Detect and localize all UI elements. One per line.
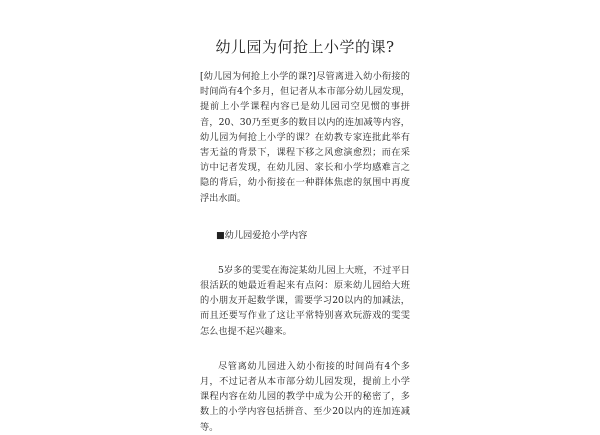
- intro-paragraph: [幼儿园为何抢上小学的课?]尽管离进入幼小衔接的时间尚有4个多月，但记者从本市部分幼儿园发现，提前上小学课程内容已是幼儿园司空见惯的事拼音，20、30乃至更多的数目以内的连加减等内容，幼儿园为何抢上小学的课？在幼教专家连批此举有害无益的背景下，课程下移之风愈演愈烈；而在采访中记者发现，在幼儿园、家长和小学均感难言之隐的背后，幼小衔接在一种群体焦虑的氛围中再度浮出水面。: [200, 71, 410, 204]
- body-paragraph-2: 尽管离幼儿园进入幼小衔接的时间尚有4个多月，不过记者从本市部分幼儿园发现，提前上小学课程内容在幼儿园的教学中成为公开的秘密了，多数上的小学内容包括拼音、至少20以内的连加连减等。: [200, 360, 410, 433]
- section-heading: ■幼儿园爱抢小学内容: [216, 229, 308, 241]
- article-title: 幼儿园为何抢上小学的课?: [215, 38, 395, 56]
- body-paragraph-1: 5岁多的雯雯在海淀某幼儿园上大班，不过平日很活跃的她最近看起来有点闷：原来幼儿园给大班的小朋友开起数学课，需要学习20以内的加减法，而且还要写作业了这让平常特别喜欢玩游戏的雯雯怎么也提不起兴趣来。: [200, 264, 410, 337]
